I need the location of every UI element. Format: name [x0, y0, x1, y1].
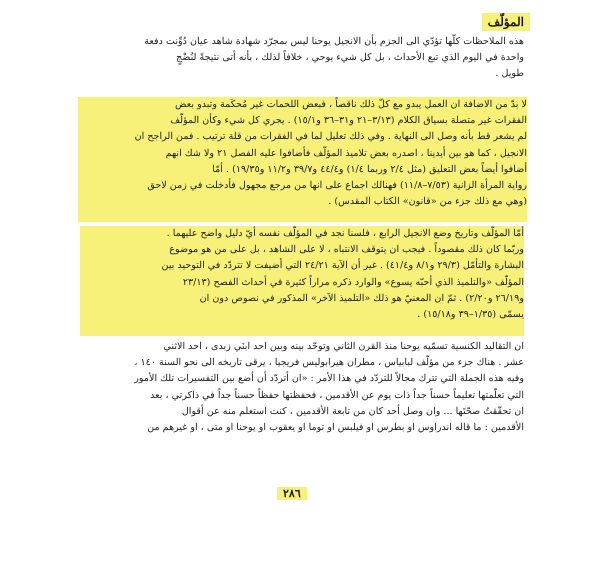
text-line: يسمّى (١/٣٥–٣٩ و١٥/١٨) .: [417, 309, 524, 321]
text-line: أضافوا أيضاً بعض التعليق (مثل ٢/٤ وربما ١/٤) و٤٤/٤ و٣٩/٧ و١١/٢ و١٩/٣٥) . أمّا: [212, 163, 527, 175]
paragraph-3-highlighted: [80, 226, 524, 336]
text-line: لم يشعر قط بأنه وصل الى النهاية . وفي ذلك تعليل لما في الفقرات من قلة ترتيب . فمن الراجح ان: [134, 131, 527, 143]
text-line: هذه الملاحظات كلّها تؤدّي الى الجزم بأن الانجيل يوحنا ليس بمجرّد شهادة شاهد عيان دُوِّنت دفعة: [144, 36, 524, 47]
text-line: الانجيل ، كما هو بين أيدينا ، اصدره بعض تلاميذ المؤلّف فأضافوا عليه الفصل ٢١ ولا شك انهم: [165, 147, 527, 159]
text-line: التي تعلّمتها تعليماً حسناً جداً ذات يوم عن الأقدمين ، فحفظتها حفظاً حسناً جداً في ذاكرتي ، بعد: [150, 389, 524, 401]
text-line: المؤلّف «والتلميذ الذي أحبّه يسوع» والوارد ذكره مراراً كثيرة في أحداث الفصح (٢٣/١٣: [182, 276, 524, 288]
text-line: و٢٦/١٩ و٢/٢٠) . ثمّ ان المعنيّ هو ذلك «التلميذ الآخر» المذكور في نصوص دون ان: [199, 292, 524, 304]
text-line: ان تحقّقتُ صحّتَها ... وان وصل أحد كان من تابعة الأقدمين ، كنت استعلم منه عن أقوال: [181, 405, 524, 417]
text-line: الفقرات غير متصلة بسياق الكلام (٣/١٣–٢١ و٣١–٣٦ و١٥/١) . يجري كل شيء وكأن المؤلّف: [170, 115, 527, 127]
page-number: ٢٨٦: [277, 487, 307, 500]
text-line: (وهي مع ذلك جزء من «قانون» الكتاب المقدس) .: [328, 196, 527, 208]
text-line: رواية المرأة الزانية (٧/٥٣–١١/٨) فهنالك اجماع على انها من مرجع مجهول فأُدخلت في زمن لاحق: [147, 180, 527, 192]
text-line: أمّا المؤلّف وتاريخ وضع الانجيل الرابع ، فلسنا نجد في المؤلّف نفسه أيّ دليل واضح عليهما .: [166, 228, 524, 239]
text-line: البشارة والتأمّل (٢٩/٣ و٨/١ و٤١/٤) . غير أن الآية ٢٤/٢١ التي أُضيفت لا تتردّد في التوحيد بين: [161, 260, 524, 272]
text-line: واحدة في اليوم الذي تبع الأحداث ، بل كل شيء يوحي ، خلافاً لذلك ، بأنه أتى نتيجةً لنُضْجٍ: [176, 52, 524, 64]
paragraph-1: [80, 34, 524, 94]
text-line: ان التقاليد الكنسية تسمّيه يوحنا منذ القرن الثاني وتوحّد بينه وبين احد ابنَي زبدى ، احد الاثني: [163, 341, 524, 352]
text-line: عشر . هناك جزء من مؤلّف لبابياس ، مطران هيرابوليس فريجيا ، يرقى تاريخه الى نحو السنة ١٤٠ ،: [134, 357, 524, 369]
text-line: وفيه هذه الجملة التي تترك مجالاً للتردّد في هذا الأمر : «ان أتردّد أن أضع بين التفسيرات تلك الأمور: [134, 373, 524, 385]
text-line: الأقدمين : ما قاله اندراوس او بطرس او فيلبس او توما او يعقوب او يوحنا او متى ، او غيرهم من: [147, 422, 524, 434]
section-heading: المؤلّف: [482, 13, 530, 31]
text-line: طويل .: [495, 68, 524, 80]
text-line: لا بدّ من الاضافة ان العمل يبدو مع كلّ ذلك ناقصاً ، فبعض اللحمات غير مُحكَمة وتبدو بعض: [174, 99, 527, 110]
paragraph-2-highlighted: [78, 97, 527, 222]
text-line: وربّما كان ذلك مقصوداً . فيجب ان يتوقف الانتباه ، لا على الشاهد ، بل على من هو موضوع: [169, 244, 524, 256]
paragraph-4: [80, 339, 524, 434]
